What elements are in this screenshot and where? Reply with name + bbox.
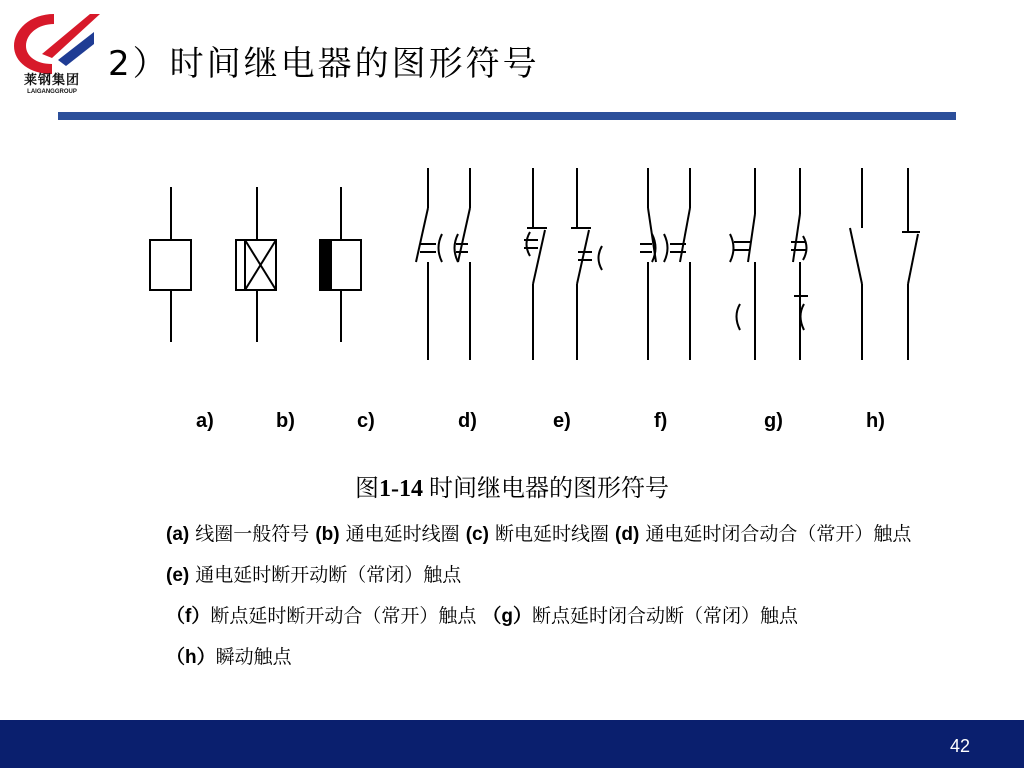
label-b: b) [276, 410, 295, 432]
desc-text-e: 通电延时断开动断（常闭）触点 [189, 564, 462, 586]
label-h: h) [866, 410, 885, 432]
desc-text-c: 断电延时线圈 [488, 523, 616, 545]
symbol-g-contacts [730, 168, 808, 360]
symbol-h-contacts [850, 168, 920, 360]
desc-tag-h: （h） [166, 647, 216, 668]
symbol-f-contacts [640, 168, 690, 360]
desc-text-h: 瞬动触点 [215, 646, 292, 668]
label-f: f) [654, 410, 668, 432]
caption-text: 时间继电器的图形符号 [423, 476, 669, 502]
desc-text-f: 断点延时断开动合（常开）触点 [210, 605, 483, 627]
symbol-a-coil [150, 187, 191, 342]
label-d: d) [458, 410, 477, 432]
label-a: a) [196, 410, 214, 432]
footer-bar [0, 720, 1024, 768]
symbol-b-on-delay-coil [236, 187, 276, 342]
symbol-c-off-delay-coil [320, 187, 361, 342]
desc-tag-e: (e) [166, 565, 190, 586]
figure-caption [355, 468, 669, 503]
figure-description [166, 514, 926, 678]
desc-tag-a: (a) [166, 524, 190, 545]
desc-text-g: 断点延时闭合动断（常闭）触点 [531, 605, 798, 627]
label-c: c) [357, 410, 375, 432]
page-number: 42 [949, 736, 970, 756]
desc-text-a: 线圈一般符号 [189, 523, 316, 545]
caption-prefix: 图 [355, 476, 379, 502]
label-g: g) [764, 410, 783, 432]
desc-tag-b: (b) [315, 524, 340, 545]
caption-number: 1-14 [379, 476, 423, 502]
slide-title: 2）时间继电器的图形符号 [108, 44, 540, 84]
desc-tag-d: (d) [615, 524, 640, 545]
symbol-d-contacts [416, 168, 470, 360]
logo-name-cn: 莱钢集团 [23, 73, 80, 88]
logo-name-en: LAIGANGGROUP [27, 89, 77, 95]
desc-text-d: 通电延时闭合动合（常开）触点 [639, 523, 912, 545]
label-e: e) [553, 410, 571, 432]
symbol-e-contacts [524, 168, 602, 360]
desc-tag-c: (c) [465, 524, 489, 545]
desc-text-b: 通电延时线圈 [339, 523, 466, 545]
desc-tag-g: （g） [482, 606, 532, 627]
desc-tag-f: （f） [166, 606, 211, 627]
